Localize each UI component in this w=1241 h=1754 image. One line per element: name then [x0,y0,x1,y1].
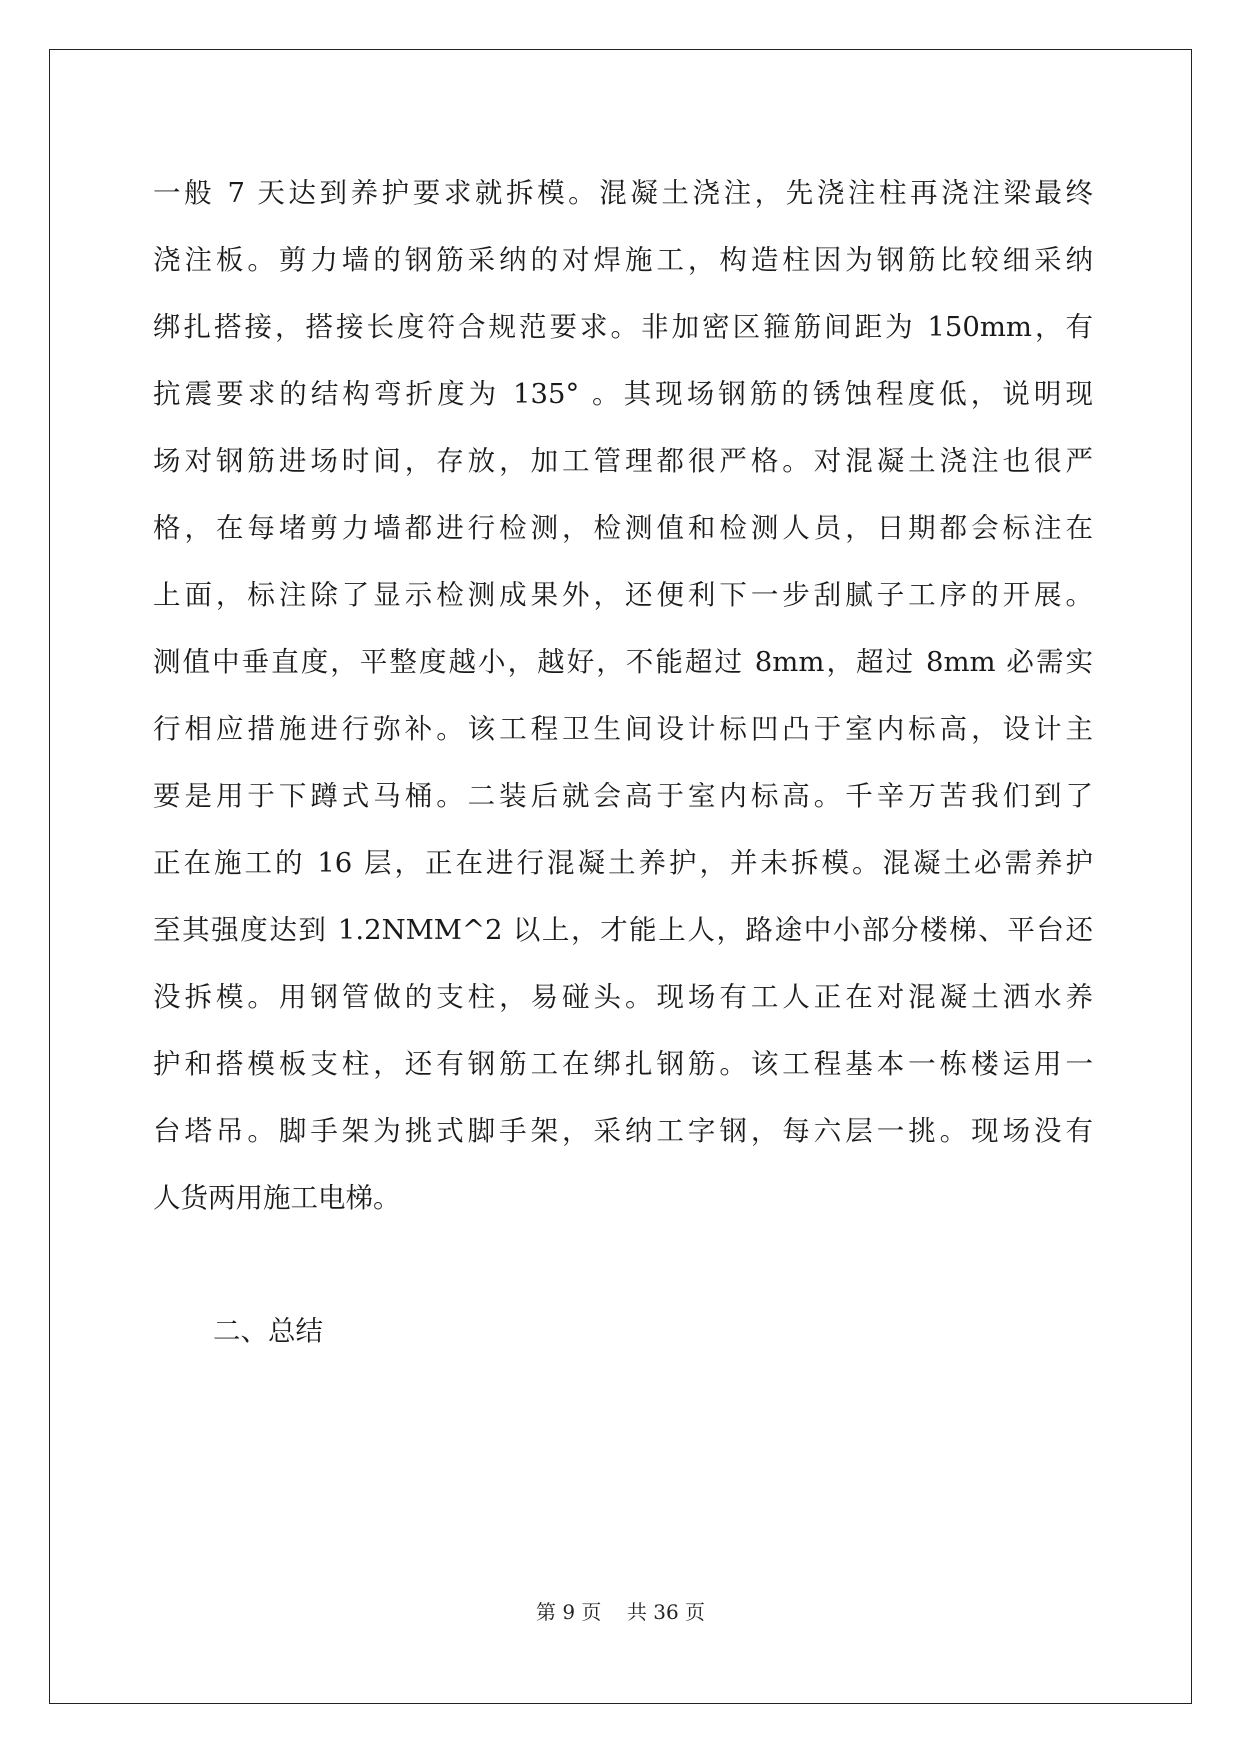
paragraph-line: 浇注板。剪力墙的钢筋采纳的对焊施工，构造柱因为钢筋比较细采纳 [153,244,1093,276]
section-heading: 二、总结 [213,1315,323,1347]
paragraph-line: 没拆模。用钢管做的支柱，易碰头。现场有工人正在对混凝土洒水养 [153,981,1093,1013]
paragraph-line: 台塔吊。脚手架为挑式脚手架，采纳工字钢，每六层一挑。现场没有 [153,1115,1093,1147]
paragraph-line: 护和搭模板支柱，还有钢筋工在绑扎钢筋。该工程基本一栋楼运用一 [153,1048,1093,1080]
page-total: 共 36 页 [626,1600,706,1624]
paragraph-line: 行相应措施进行弥补。该工程卫生间设计标凹凸于室内标高，设计主 [153,713,1093,745]
paragraph-line: 一般 7 天达到养护要求就拆模。混凝土浇注，先浇注柱再浇注梁最终 [153,177,1093,209]
paragraph-line: 抗震要求的结构弯折度为 135° 。其现场钢筋的锈蚀程度低，说明现 [153,378,1093,410]
paragraph-line: 要是用于下蹲式马桶。二装后就会高于室内标高。千辛万苦我们到了 [153,780,1093,812]
paragraph-line: 至其强度达到 1.2NMM^2 以上，才能上人，路途中小部分楼梯、平台还 [153,914,1093,946]
paragraph-line: 测值中垂直度，平整度越小，越好，不能超过 8mm，超过 8mm 必需实 [153,646,1093,678]
page-number: 第 9 页 [535,1600,602,1624]
paragraph-line: 正在施工的 16 层，正在进行混凝土养护，并未拆模。混凝土必需养护 [153,847,1093,879]
paragraph-line: 场对钢筋进场时间，存放，加工管理都很严格。对混凝土浇注也很严 [153,445,1093,477]
paragraph-line: 上面，标注除了显示检测成果外，还便利下一步刮腻子工序的开展。 [153,579,1093,611]
page-footer [0,1596,1241,1625]
paragraph-line: 人货两用施工电梯。 [153,1182,401,1214]
document-body [153,160,1093,1365]
paragraph-line: 绑扎搭接，搭接长度符合规范要求。非加密区箍筋间距为 150mm，有 [153,311,1093,343]
paragraph-line: 格，在每堵剪力墙都进行检测，检测值和检测人员，日期都会标注在 [153,512,1093,544]
